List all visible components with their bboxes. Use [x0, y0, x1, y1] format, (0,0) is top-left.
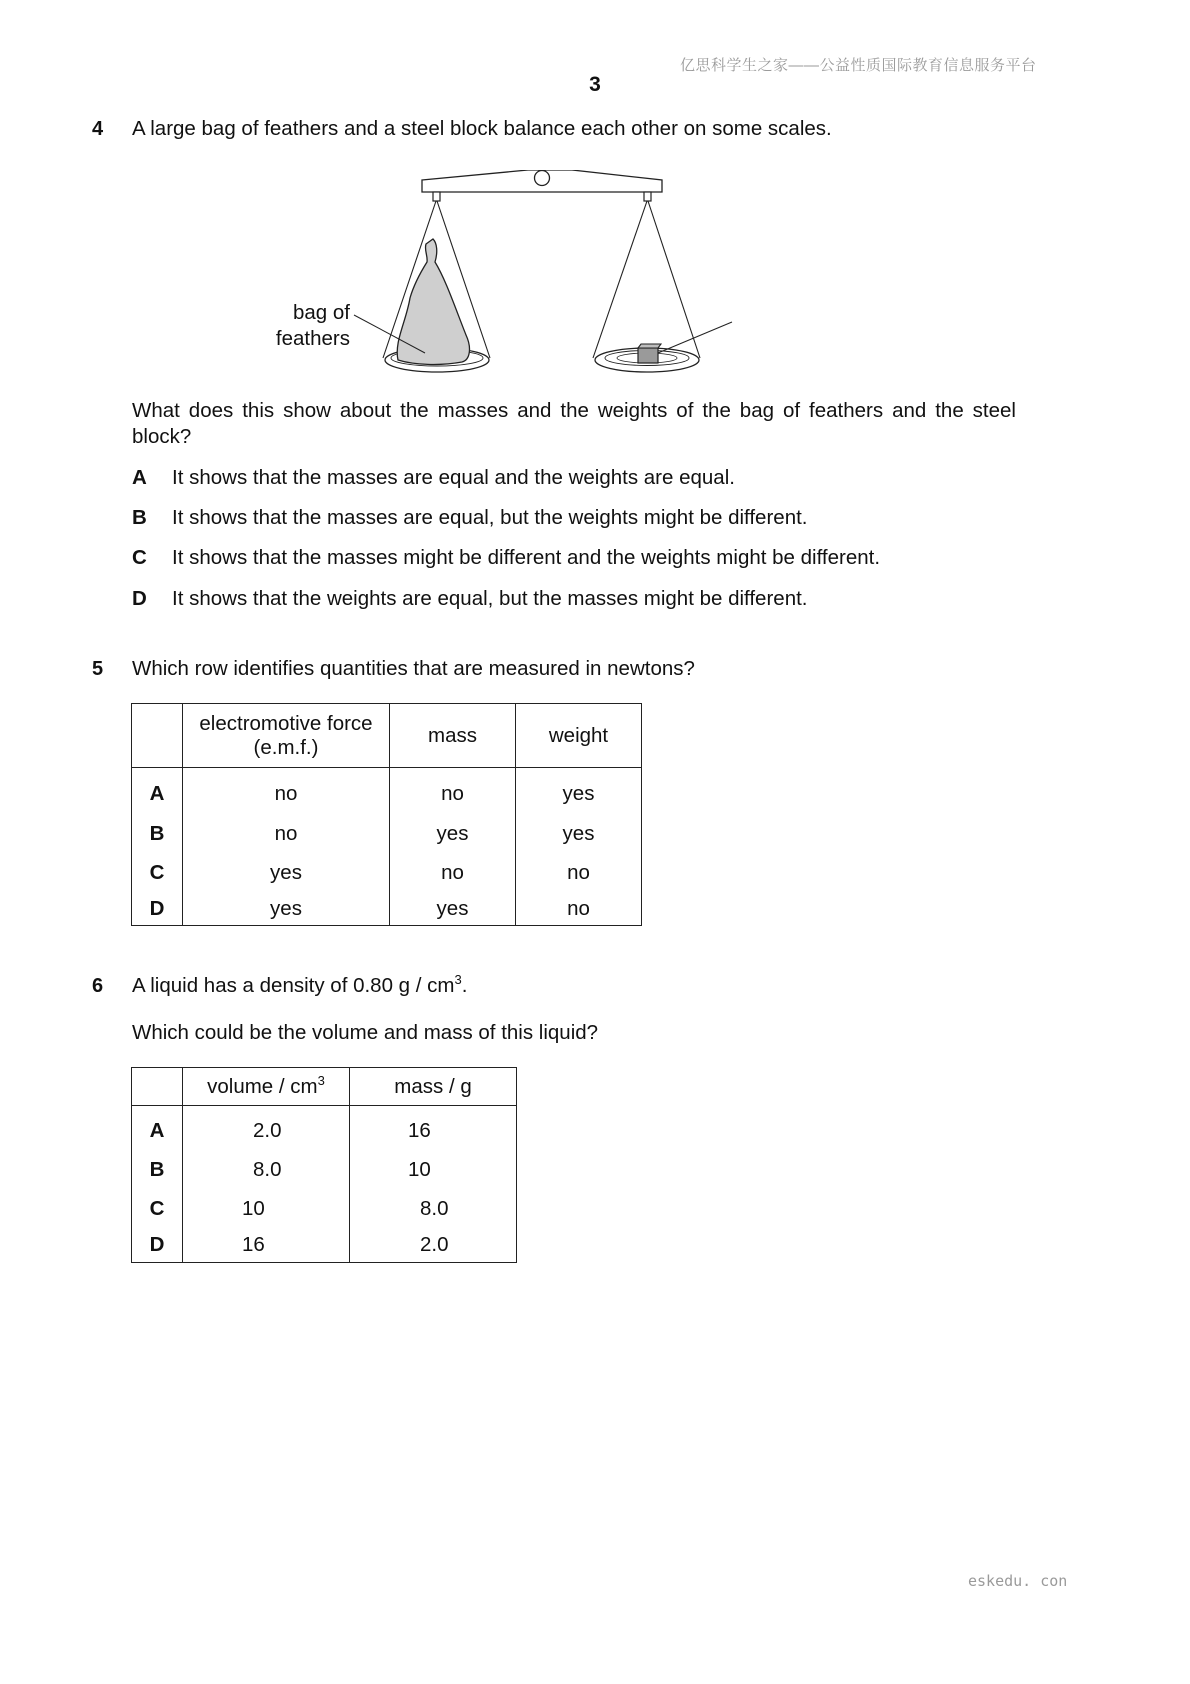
- cell-mass: 16: [350, 1106, 517, 1151]
- cell-mass: 10: [350, 1151, 517, 1190]
- question-5-number: 5: [92, 658, 104, 680]
- q4-option-d-letter: D: [132, 587, 147, 610]
- table-row: [132, 893, 642, 926]
- row-letter: B: [132, 1151, 183, 1190]
- scale-pivot: [535, 171, 550, 186]
- question-6-prompt: Which could be the volume and mass of this liquid?: [132, 1021, 599, 1044]
- cell-mass: no: [390, 854, 516, 893]
- cell-mass: yes: [390, 815, 516, 854]
- cell-emf: yes: [183, 854, 390, 893]
- right-hook: [644, 192, 651, 201]
- bag-of-feathers: [397, 239, 469, 364]
- header-volume: volume / $cm^3$: [183, 1068, 350, 1106]
- cell-mass: no: [390, 768, 516, 815]
- steel-block: [638, 348, 658, 363]
- q4-option-b-letter: B: [132, 506, 147, 529]
- table-row: [132, 854, 642, 893]
- balance-scales-figure: [290, 170, 750, 385]
- table-row: [132, 1190, 517, 1229]
- row-letter: A: [132, 1106, 183, 1151]
- right-string: [648, 201, 700, 358]
- row-letter: D: [132, 893, 183, 926]
- table-corner: [132, 704, 183, 768]
- table-row: [132, 1229, 517, 1263]
- question-4-number: 4: [92, 118, 104, 140]
- row-letter: B: [132, 815, 183, 854]
- cell-weight: no: [516, 893, 642, 926]
- q4-option-c-letter: C: [132, 546, 147, 569]
- header-mass: mass: [390, 704, 516, 768]
- question-5-stem: Which row identifies quantities that are measured in newtons?: [132, 657, 695, 680]
- q4-option-a-text: It shows that the masses are equal and the weights are equal.: [172, 466, 735, 489]
- cell-volume: 2.0: [183, 1106, 350, 1151]
- cell-weight: yes: [516, 768, 642, 815]
- footer-watermark: eskedu. con: [968, 1572, 1068, 1590]
- cell-mass: 8.0: [350, 1190, 517, 1229]
- question-5-table: [131, 703, 642, 926]
- table-row: [132, 768, 642, 815]
- bag-of-feathers-label: bag of feathers: [275, 301, 350, 350]
- q4-option-d-text: It shows that the weights are equal, but the masses might be different.: [172, 587, 808, 610]
- table-row: [132, 1151, 517, 1190]
- left-hook: [433, 192, 440, 201]
- question-4-prompt: What does this show about the masses and the weights of the bag of feathers and the steel block?: [132, 399, 1016, 448]
- row-letter: C: [132, 1190, 183, 1229]
- cell-volume: 10: [183, 1190, 350, 1229]
- block-leader-line: [658, 322, 732, 353]
- cell-emf: yes: [183, 893, 390, 926]
- cell-mass: 2.0: [350, 1229, 517, 1263]
- header-watermark: 亿思科学生之家——公益性质国际教育信息服务平台: [680, 57, 1037, 74]
- cell-emf: no: [183, 768, 390, 815]
- row-letter: D: [132, 1229, 183, 1263]
- cell-volume: 16: [183, 1229, 350, 1263]
- q4-option-b-text: It shows that the masses are equal, but the weights might be different.: [172, 506, 808, 529]
- cell-emf: no: [183, 815, 390, 854]
- page-number: 3: [589, 73, 601, 96]
- question-6-stem: A liquid has a density of 0.80 g / $cm^3$.: [132, 972, 468, 997]
- table-row: [132, 1106, 517, 1151]
- row-letter: A: [132, 768, 183, 815]
- cell-weight: yes: [516, 815, 642, 854]
- cell-volume: 8.0: [183, 1151, 350, 1190]
- header-mass: mass / g: [350, 1068, 517, 1106]
- row-letter: C: [132, 854, 183, 893]
- question-6-table: [131, 1067, 517, 1263]
- balance-scales-diagram: [290, 170, 750, 390]
- table-corner: [132, 1068, 183, 1106]
- cell-weight: no: [516, 854, 642, 893]
- question-6-number: 6: [92, 975, 104, 997]
- q4-option-c-text: It shows that the masses might be different and the weights might be different.: [172, 546, 881, 569]
- q4-option-a-letter: A: [132, 466, 147, 489]
- right-string: [593, 201, 647, 358]
- header-emf: electromotive force (e.m.f.): [183, 704, 390, 768]
- cell-mass: yes: [390, 893, 516, 926]
- table-row: [132, 815, 642, 854]
- header-weight: weight: [516, 704, 642, 768]
- question-4-stem: A large bag of feathers and a steel block balance each other on some scales.: [132, 117, 832, 140]
